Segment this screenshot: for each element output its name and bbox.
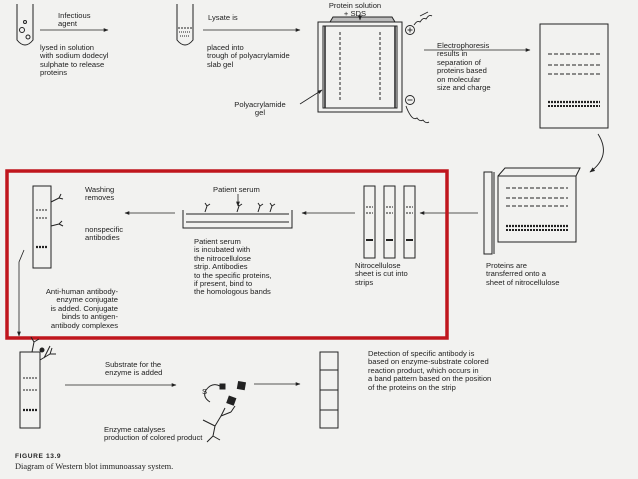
result-strip [320,352,338,428]
test-tube-lysate [177,4,193,45]
label-s: S [202,387,208,396]
curved-arrow-transfer [590,134,603,172]
label-infectious-agent: Infectious agent [58,11,91,29]
label-patient-serum-incubated: Patient serum is incubated with the nitrocellulose strip. Antibodies to the specific proteins, if present, bind to the homologous bands [194,237,272,297]
arrow-gel [300,90,322,104]
label-proteins-transferred: Proteins are transferred onto a sheet of nitrocellulose [486,261,560,287]
positive-electrode [406,12,433,35]
label-protein-solution: Protein solution + SDS [328,1,382,19]
label-patient-serum-top: Patient serum [213,185,260,194]
enzyme-reaction [203,382,245,442]
label-nitrocellulose-cut: Nitrocellulose sheet is cut into strips [355,261,408,287]
washed-strip [33,186,63,268]
label-detection: Detection of specific antibody is based on enzyme-substrate colored reaction product, which occurs in a band pattern based on the position of the proteins on the strip [368,349,492,392]
negative-electrode [406,96,430,123]
test-tube-infectious [17,4,33,45]
arrow-to-conjugate [19,250,24,336]
conjugate-strip [20,337,56,428]
transfer-apparatus [484,168,580,254]
label-substrate: Substrate for the enzyme is added [105,360,163,378]
label-lysate-is: Lysate is [208,13,238,22]
label-polyacrylamide-gel: Polyacrylamide gel [234,100,286,118]
figure-caption: Diagram of Western blot immunoassay system. [15,462,174,471]
incubation-trough [183,203,292,228]
label-enzyme-catalyses: Enzyme catalyses production of colored product [104,425,203,443]
label-electrophoresis: Electrophoresis results in separation of proteins based on molecular size and charge [437,41,491,93]
label-washing-removes: Washing removes [85,185,115,203]
figure-number: FIGURE 13.9 [15,453,62,460]
label-placed-into: placed into trough of polyacrylamide slab gel [207,43,290,69]
label-nonspecific-antibodies: nonspecific antibodies [85,225,123,243]
electrophoresis-tank-1 [318,17,402,112]
separated-gel-tank [540,24,608,128]
nitrocellulose-strips [364,186,415,258]
label-anti-human: Anti-human antibody- enzyme conjugate is added. Conjugate binds to antigen- antibody complexes [45,287,118,330]
label-lysed: lysed in solution with sodium dodecyl sulphate to release proteins [40,43,109,78]
